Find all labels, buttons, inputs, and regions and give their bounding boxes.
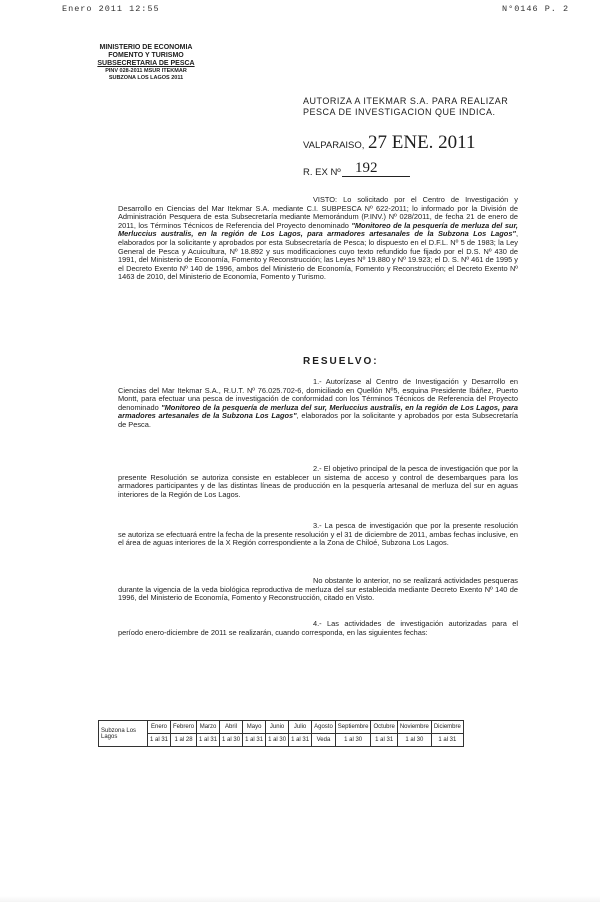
- ministry-line: MINISTERIO DE ECONOMIA: [99, 44, 193, 51]
- schedule-table: [98, 720, 464, 747]
- month-cell: Noviembre: [397, 721, 431, 734]
- month-cell: Junio: [266, 721, 289, 734]
- subsecretaria-line: SUBSECRETARIA DE PESCA: [97, 60, 195, 67]
- fax-right: N°0146 P. 2: [502, 4, 570, 14]
- date-cell: 1 al 31: [289, 734, 312, 747]
- date-cell: 1 al 31: [371, 734, 397, 747]
- fax-header: [62, 4, 570, 14]
- month-cell: Julio: [289, 721, 312, 734]
- date-cell: 1 al 31: [197, 734, 220, 747]
- reference-line: SUBZONA LOS LAGOS 2011: [108, 75, 184, 81]
- date-stamp: 27 ENE. 2011: [368, 132, 476, 153]
- month-cell: Febrero: [171, 721, 197, 734]
- month-cell: Agosto: [312, 721, 336, 734]
- item-4: 4.- Las actividades de investigación autorizadas para el período enero-diciembre de 2011 se realizarán, cuando corresponda, en las siguientes fechas:: [118, 619, 518, 637]
- item-veda: No obstante lo anterior, no se realizará actividades pesqueras durante la vigencia de la veda biológica reproductiva de merluza del sur establecida mediante Decreto Exento Nº 140 de 1996, del Ministerio de Economía, Fomento y Reconstrucción, citado en Visto.: [118, 576, 518, 603]
- item-2: 2.- El objetivo principal de la pesca de investigación que por la presente Resolución se autoriza consiste en establecer un sistema de acceso y control de desembarques para los armadores participantes y de las distintas líneas de producción en la pesquería artesanal de merluza del sur en aguas interiores de la Región de Los Lagos.: [118, 464, 518, 499]
- place-label: VALPARAISO,: [303, 140, 365, 151]
- ministry-header: [84, 44, 208, 82]
- item-3: 3.- La pesca de investigación que por la presente resolución se autoriza se efectuará entre la fecha de la presente resolución y el 31 de diciembre de 2011, ambas fechas inclusive, en el área de aguas interiores de la X Región correspondiente a la Zona de Chiloé, Subzona Los Lagos.: [118, 521, 518, 548]
- fax-left: Enero 2011 12:55: [62, 4, 160, 14]
- subject-title: AUTORIZA A ITEKMAR S.A. PARA REALIZAR PESCA DE INVESTIGACION QUE INDICA.: [303, 96, 509, 117]
- resuelvo-heading: RESUELVO:: [303, 356, 379, 367]
- ministry-line: FOMENTO Y TURISMO: [108, 52, 184, 59]
- visto-paragraph: VISTO: Lo solicitado por el Centro de Investigación y Desarrollo en Ciencias del Mar Itekmar S.A. mediante C.I. SUBPESCA Nº 622-2011; lo informado por la División de Administración Pesquera de esta Subsecretaría mediante Memorándum (P.INV.) Nº 028/2011, de fecha 21 de enero de 2011, los Términos Técnicos de Referencia del Proyecto denominado "Monitoreo de la pesquería de merluza del sur, Merluccius australis, en la región de Los Lagos, para armadores artesanales de la Subzona Los Lagos", elaborados por la solicitante y aprobados por esta Subsecretaría de Pesca; lo dispuesto en el D.F.L. Nº 5 de 1983; la Ley General de Pesca y Acuicultura, Nº 18.892 y sus modificaciones cuyo texto refundido fue fijado por el D.S. Nº 430 de 1991, del Ministerio de Economía, Fomento y Reconstrucción; las Leyes Nº 19.880 y Nº 19.923; el D. S. Nº 461 de 1995 y el Decreto Exento Nº 140 de 1996, ambos del Ministerio de Economía, Fomento y Reconstrucción; el Decreto Exento Nº 1463 de 2010, del Ministerio de Economía, Fomento y Turismo.: [118, 195, 518, 282]
- reference-line: PINV 028-2011 MSUR ITEKMAR: [105, 68, 187, 74]
- month-cell: Septiembre: [335, 721, 371, 734]
- date-cell: 1 al 30: [220, 734, 243, 747]
- scan-edge: [0, 896, 600, 902]
- month-cell: Abril: [220, 721, 243, 734]
- date-cell: 1 al 30: [266, 734, 289, 747]
- rex-label: R. EX Nº: [303, 167, 341, 178]
- date-cell: 1 al 30: [397, 734, 431, 747]
- month-cell: Marzo: [197, 721, 220, 734]
- date-cell: 1 al 31: [431, 734, 463, 747]
- date-cell: 1 al 28: [171, 734, 197, 747]
- date-cell: 1 al 31: [148, 734, 171, 747]
- date-cell: 1 al 30: [335, 734, 371, 747]
- item-1: 1.- Autorízase al Centro de Investigación y Desarrollo en Ciencias del Mar Itekmar S.A., R.U.T. Nº 76.025.702-6, domiciliado en Quellón Nº5, esquina Presidente Ibáñez, Puerto Montt, para efectuar una pesca de investigación de conformidad con los Términos Técnicos de Referencia del Proyecto denominado "Monitoreo de la pesquería de merluza del sur, Merluccius australis, en la región de Los Lagos, para armadores artesanales de la Subzona Los Lagos", elaborados por la solicitante y aprobados por esta Subsecretaría de Pesca.: [118, 377, 518, 429]
- rex-number: 192: [355, 160, 378, 176]
- table-row-months: [99, 721, 464, 734]
- row-label: Subzona Los Lagos: [99, 721, 148, 747]
- month-cell: Enero: [148, 721, 171, 734]
- date-cell: 1 al 31: [243, 734, 266, 747]
- date-cell: Veda: [312, 734, 336, 747]
- table-row-dates: [99, 734, 464, 747]
- month-cell: Diciembre: [431, 721, 463, 734]
- month-cell: Octubre: [371, 721, 397, 734]
- month-cell: Mayo: [243, 721, 266, 734]
